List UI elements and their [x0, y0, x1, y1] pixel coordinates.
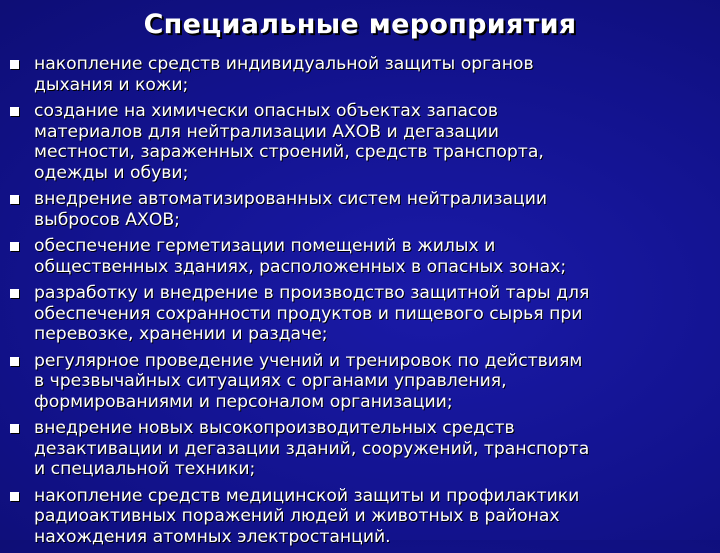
square-bullet-icon [10, 242, 19, 251]
bullet-text-line: формированиями и персоналом организации; [34, 391, 453, 412]
square-bullet-icon [10, 492, 19, 501]
bullet-list [8, 54, 708, 553]
bullet-text-line: накопление средств индивидуальной защиты органов [34, 54, 534, 74]
square-bullet-icon [10, 60, 19, 69]
bullet-text-line: дезактивации и дегазации зданий, сооружений, транспорта [34, 438, 590, 459]
square-bullet-icon [10, 195, 19, 204]
bullet-text-line: общественных зданиях, расположенных в опасных зонах; [34, 256, 567, 277]
bullet-item [8, 486, 708, 548]
square-bullet-icon [10, 357, 19, 366]
bullet-text-line: внедрение автоматизированных систем нейтрализации [34, 189, 548, 209]
square-bullet-icon [10, 289, 19, 298]
bullet-text-line: перевозке, хранении и раздаче; [34, 324, 328, 344]
bullet-item [8, 351, 708, 413]
bullet-text-line: радиоактивных поражений людей и животных в районах [34, 506, 560, 526]
bullet-item [8, 418, 708, 480]
bullet-item [8, 283, 708, 345]
bullet-text-line: материалов для нейтрализации АХОВ и дегазации [34, 121, 499, 142]
bullet-text-line: обеспечение герметизации помещений в жилых и [34, 236, 496, 256]
bullet-item [8, 189, 708, 230]
bullet-text-line: внедрение новых высокопроизводительных средств [34, 418, 515, 438]
bullet-text-line: нахождения атомных электростанций. [34, 526, 391, 547]
bullet-text-line: в чрезвычайных ситуациях с органами управления, [34, 371, 507, 391]
bullet-text-line: дыхания и кожи; [34, 74, 189, 95]
square-bullet-icon [10, 424, 19, 433]
square-bullet-icon [10, 107, 19, 116]
bullet-text-line: создание на химически опасных объектах запасов [34, 101, 498, 121]
bullet-text-line: регулярное проведение учений и тренировок по действиям [34, 350, 583, 371]
bullet-text-line: обеспечения сохранности продуктов и пищевого сырья при [34, 303, 583, 324]
bullet-item [8, 101, 708, 183]
bullet-item [8, 236, 708, 277]
slide-title: Специальные мероприятия [143, 9, 577, 40]
bullet-text-line: местности, зараженных строений, средств транспорта, [34, 142, 544, 162]
bullet-text-line: выбросов АХОВ; [34, 209, 180, 230]
bullet-text-line: накопление средств медицинской защиты и профилактики [34, 485, 580, 506]
bullet-text-line: разработку и внедрение в производство защитной тары для [34, 283, 590, 303]
bullet-text-line: одежды и обуви; [34, 162, 189, 183]
bullet-text-line: и специальной техники; [34, 459, 256, 479]
bullet-item [8, 54, 708, 95]
